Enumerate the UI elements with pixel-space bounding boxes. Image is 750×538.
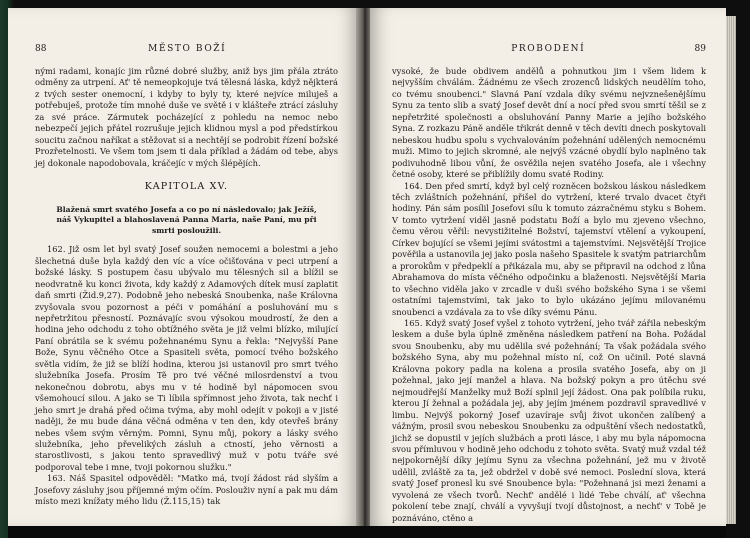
right-body-text [392,66,706,524]
left-running-head [35,44,338,54]
right-continued-paragraph: vysoké, že bude obdivem andělů a pohnutkou jim i všem lidem k nejvyšším chválám. Žádnému ze všech zrozenců lidských neudělím toho, co tvému snoubenci." Slavná Paní vzdala díky svému nejvznešenějšímu Synu za tento slib a svatý Josef devět dní a nocí před svou smrtí těšil se z nepřetržité společnosti a obsluhování Panny Marie a jejího božského Syna. Z rozkazu Páně anděle třikrát denně v těch devíti dnech poskytovali nebeskou hudbu spolu s vychvalováním požehnání udělených nemocnému muži. Mimo to jejich skromné, ale nejvýš vzácné obydlí bylo naplněno tak podivuhodně libou vůní, že osvěžila nejen svatého Josefa, ale i všechny četné osoby, které se přiblížily domu svaté Rodiny. [392,66,706,180]
chapter-title: KAPITOLA XV. [144,181,229,193]
right-running-head [392,44,706,54]
right-page-number: 89 [694,44,706,54]
left-page [8,8,358,526]
right-page [370,8,726,526]
paragraph-165: 165. Když svatý Josef vyšel z tohoto vytržení, jeho tvář zářila nebeským leskem a duše byla úplně změněna následkem patření na Boha. Požádal svou Snoubenku, aby mu udělila své požehnání; Ta však požádala svého božského Syna, aby mu požehnal místo ní, což On učinil. Poté slavná Královna pokory padla na kolena a prosila svatého Josefa, aby on ji požehnal, jako její manžel a hlava. Na božský pokyn a pro útěchu své nejmoudřejší Manželky muž Boží splnil její žádost. Ona pak políbila ruku, kterou Jí žehnal a požádala jej, aby jejím jménem pozdravil spravedlivé v limbu. Nejvýš pokorný Josef uzavíraje svůj život ukončen zalíbený a vážným, prosil svou nebeskou Snoubenku za odpuštění všech nedostatků, jichž se dopustil v jejích službách a proti lásce, i aby mu byla nápomocna svou přímluvou v hodině jeho odchodu z tohoto světa. Svatý muž vzdal též nejpokornější díky jejímu Synu za všechna požehnání, jež mu v životě udělil, zvláště za ta, jež obdržel v době své nemoci. Poslední slova, která svatý Josef pronesl ku své Snoubence byla: "Požehnaná jsi mezi ženami a vyvolená ze všech tvorů. Nechť' andělé i lidé Tebe chválí, ať' všechna pokolení tebe znají, chválí a vyvyšují tvojí důstojnost, a nechť' v Tobě je poznáváno, ctěno a [392,317,706,523]
page-block-edge [726,16,736,524]
paragraph-163: 163. Náš Spasitel odpověděl: "Matko má, tvojí žádost rád slyším a Josefovy zásluhy jsou příjemné mým očím. Poslouživ nyní a pak mu dám místo mezi knížaty mého lidu (Ž.115,15) tak [35,473,338,507]
left-continued-paragraph: nými radami, konajíc jim různé dobré služby, aniž bys jim přála ztráto odměny za utrpení. Ať' tě nemeopkojuje tvá tělesná láska, když nějkterá z tvých sester onemocní, i kdyby to byly ty, které nejvíce miluješ a potřebuješ, protože tím mnohé duše ve světě i v klášteře ztrácí zásluhy za své práce. Zármutek pocházející z pohledu na nemoc nebo nebezpečí jejich přátel rozrušuje jejich klidnou mysl a pod předstírkou soucitu začnou naříkat a stěžovat si a nechtějí se podrobit řízení božské Prozřetelnosti. Ve všem tom jsem ti dala příklad a žádám od tebe, abys jej dokonale napodobovala, kráčejíc v mých šlépějích. [35,66,338,168]
left-running-title: MĚSTO BOŽÍ [148,44,227,54]
paragraph-164: 164. Den před smrtí, když byl celý rozněcen božskou láskou následkem těch zvláštních požehnání, přišel do vytržení, které trvalo dvacet čtyři hodiny. Pán sám posílil Josefovi sílu k tomuto zázračnému styku s Bohem. V tomto vytržení viděl jasně podstatu Boží a bylo mu zjeveno všechno, čemu věrou věřil: nevystižitelné Božství, tajemství vtělení a vykoupení, Církev bojující se všemi jejími svátostmi a tajemstvími. Nejsvětější Trojice pověřila a ustanovila jej jako posla našeho Spasitele k svatým patriarchům a prorokům v předpeklí a přikázala mu, aby se připravil na odchod z lůna Abrahamova do místa věčného odpočinku a blaženosti. Nejsvětější Maria to všechno viděla jako v zrcadle v duši svého božského Syna i se všemi ostatními tajemstvími, tak jako to bylo ukázáno jejímu milovanému snoubenci a vzdávala za to vše díky svému Pánu. [392,180,706,317]
left-body-text [35,66,338,508]
left-page-number: 88 [35,44,47,54]
right-running-title: PROBODENÍ [511,44,586,54]
bottom-shadow [8,526,726,538]
chapter-summary: Blažená smrt svatého Josefa a co po ní následovalo; jak Ježíš, náš Vykupitel a blahoslavená Panna Maria, naše Paní, mu při smrti posloužili. [56,204,317,235]
paragraph-162: 162. Již osm let byl svatý Josef soužen nemocemi a bolestmi a jeho šlechetná duše byla každý den víc a více očišťována v peci utrpení a božské lásky. S postupem času ubývalo mu tělesných sil a blížil se neodvratně ku konci života, kdy každý z Adamových dítek musí zaplatit daň smrti (Žid.9,27). Podobně jeho nebeská Snoubenka, naše Královna zvyšovala svou pozornost a péči v pomáhání a posluhování mu s nepřetržitou přesností. Poznávajíc svou výsokou moudrostí, že den a hodina jeho odchodu z toho obtížného světa je již velmi blízko, milující Paní obrátila se k svému požehnanému Synu a řekla: "Nejvyšší Pane Bože, Synu věčného Otce a Spasiteli světa, pomocí tvého božského světla vidím, že již se blíží hodina, kterou jsi ustanovil pro smrt tvého služebníka Josefa. Prosím Tě pro tvé věčné milosrdenství a tvou nekonečnou dobrotu, abys mu v té hodině byl nápomocen svou všemohoucí silou. A jako se Ti líbila spřímnost jeho života, tak nechť i jeho smrt je drahá před očima tvýma, aby mohl odejít v pokoji a v jisté naději, že mu bude dána věčná odměna v ten den, kdy otevřeš brány nebes všem svým věrným. Pomni, Synu můj, pokory a lásky svého služebníka, jeho převelikých zásluh a ctností, jeho věrnosti a starostlivosti, s jakou tento spravedlivý muž v potu tváře své podporoval tebe i mne, tvoji pokornou služku." [35,244,338,472]
